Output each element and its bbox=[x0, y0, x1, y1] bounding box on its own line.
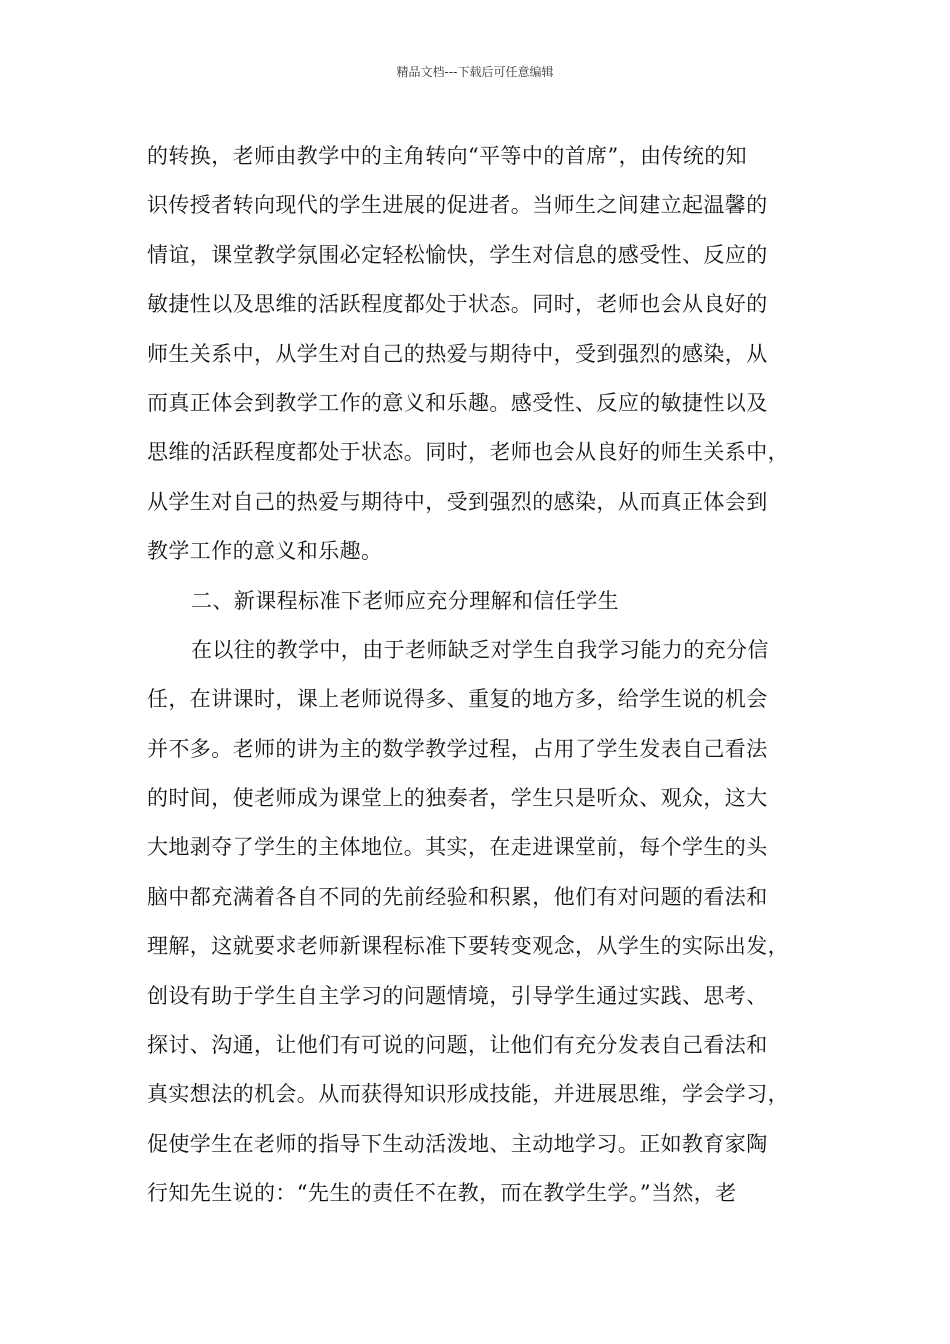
text-line: 在以往的教学中，由于老师缺乏对学生自我学习能力的充分信 bbox=[191, 637, 769, 662]
text-line: 敏捷性以及思维的活跃程度都处于状态。同时，老师也会从良好的 bbox=[147, 292, 768, 317]
text-line: 大地剥夺了学生的主体地位。其实，在走进课堂前，每个学生的头 bbox=[147, 835, 768, 860]
text-line: 的时间，使老师成为课堂上的独奏者，学生只是听众、观众，这大 bbox=[147, 786, 768, 811]
text-line: 并不多。老师的讲为主的数学教学过程，占用了学生发表自己看法 bbox=[147, 736, 768, 761]
text-line: 任，在讲课时，课上老师说得多、重复的地方多，给学生说的机会 bbox=[147, 687, 768, 712]
text-line: 从学生对自己的热爱与期待中，受到强烈的感染，从而真正体会到 bbox=[147, 489, 768, 514]
text-line: 思维的活跃程度都处于状态。同时，老师也会从良好的师生关系中， bbox=[147, 440, 789, 465]
text-line: 教学工作的意义和乐趣。 bbox=[147, 539, 383, 564]
text-line: 创设有助于学生自主学习的问题情境，引导学生通过实践、思考、 bbox=[147, 983, 768, 1008]
text-line: 师生关系中，从学生对自己的热爱与期待中，受到强烈的感染，从 bbox=[147, 341, 768, 366]
text-line: 理解，这就要求老师新课程标准下要转变观念，从学生的实际出发， bbox=[147, 934, 789, 959]
text-line: 脑中都充满着各自不同的先前经验和积累，他们有对问题的看法和 bbox=[147, 884, 768, 909]
page-header: 精品文档---下载后可任意编辑 bbox=[396, 65, 554, 79]
text-line: 的转换，老师由教学中的主角转向“平等中的首席”，由传统的知 bbox=[147, 144, 748, 168]
section-heading: 二、新课程标准下老师应充分理解和信任学生 bbox=[191, 588, 619, 613]
text-line: 行知先生说的：“先生的责任不在教，而在教学生学。”当然，老 bbox=[147, 1181, 737, 1206]
text-line: 识传授者转向现代的学生进展的促进者。当师生之间建立起温馨的 bbox=[147, 193, 768, 218]
text-line: 真实想法的机会。从而获得知识形成技能，并进展思维，学会学习， bbox=[147, 1082, 789, 1107]
text-line: 促使学生在老师的指导下生动活泼地、主动地学习。正如教育家陶 bbox=[147, 1131, 768, 1156]
text-line: 情谊，课堂教学氛围必定轻松愉快，学生对信息的感受性、反应的 bbox=[147, 242, 768, 267]
text-line: 而真正体会到教学工作的意义和乐趣。感受性、反应的敏捷性以及 bbox=[147, 390, 768, 415]
text-line: 探讨、沟通，让他们有可说的问题，让他们有充分发表自己看法和 bbox=[147, 1033, 768, 1058]
body-text bbox=[147, 132, 807, 1219]
